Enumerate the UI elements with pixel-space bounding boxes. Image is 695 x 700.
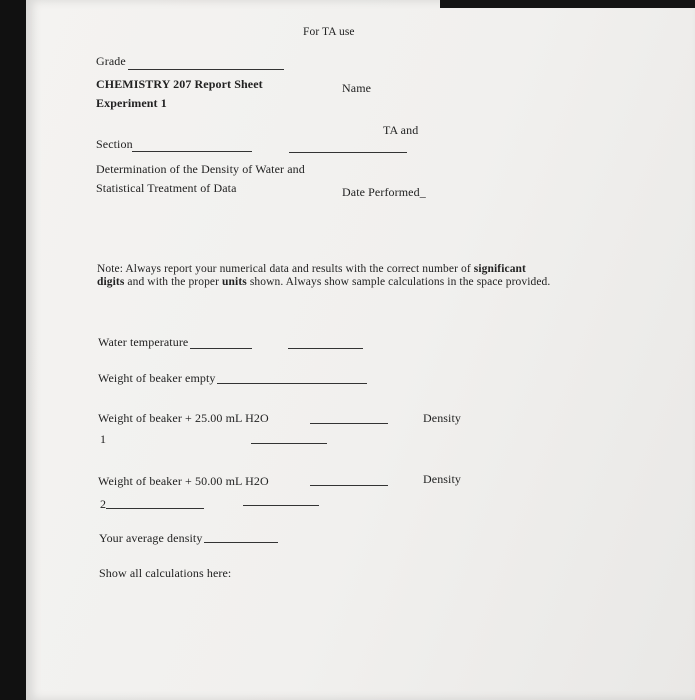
note-text-mid: and with the proper [124, 276, 223, 288]
course-title: CHEMISTRY 207 Report Sheet [96, 77, 263, 91]
note-bold-digits: digits [97, 276, 125, 288]
left-background [0, 0, 26, 700]
section-label: Section [96, 137, 133, 151]
density-2-line [243, 505, 319, 506]
beaker-25ml-label: Weight of beaker + 25.00 mL H2O [98, 411, 269, 425]
name-label: Name [342, 81, 372, 95]
density-1-label: Density [423, 411, 462, 425]
water-temperature-label: Water temperature [98, 335, 189, 349]
date-performed-label: Date Performed_ [342, 185, 426, 199]
density-2-label: Density [423, 472, 462, 486]
beaker-50ml-label: Weight of beaker + 50.00 mL H2O [98, 474, 269, 488]
show-calculations-label: Show all calculations here: [99, 566, 232, 580]
note-text-end: shown. Always show sample calculations in the space provided. [246, 276, 551, 288]
density-1-line [251, 443, 327, 444]
trial-1-label: 1 [100, 432, 107, 446]
note-line-1 [97, 263, 526, 275]
beaker-50ml-line [310, 485, 388, 486]
beaker-25ml-line [310, 423, 388, 424]
average-density-line [204, 542, 278, 543]
section-line [132, 151, 252, 152]
grade-label: Grade [96, 54, 126, 68]
trial-2-label: 2 [100, 497, 107, 511]
beaker-empty-label: Weight of beaker empty [98, 371, 216, 385]
title-line-1: Determination of the Density of Water and [96, 162, 305, 176]
water-temperature-line [190, 348, 252, 349]
top-background-edge [440, 0, 695, 8]
average-density-label: Your average density [99, 531, 203, 545]
grade-line [128, 69, 284, 70]
note-bold-significant: significant [473, 263, 526, 275]
experiment-label: Experiment 1 [96, 96, 167, 110]
ta-use-label: For TA use [303, 26, 355, 38]
note-text: Note: Always report your numerical data and results with the correct number of [97, 263, 474, 275]
title-line-2: Statistical Treatment of Data [96, 181, 237, 195]
beaker-empty-line [217, 383, 367, 384]
trial-2-line [106, 508, 204, 509]
water-temperature-line-2 [288, 348, 363, 349]
note-bold-units: units [222, 276, 247, 288]
ta-line [289, 152, 407, 153]
ta-label: TA and [383, 123, 419, 137]
note-line-2 [97, 276, 550, 288]
